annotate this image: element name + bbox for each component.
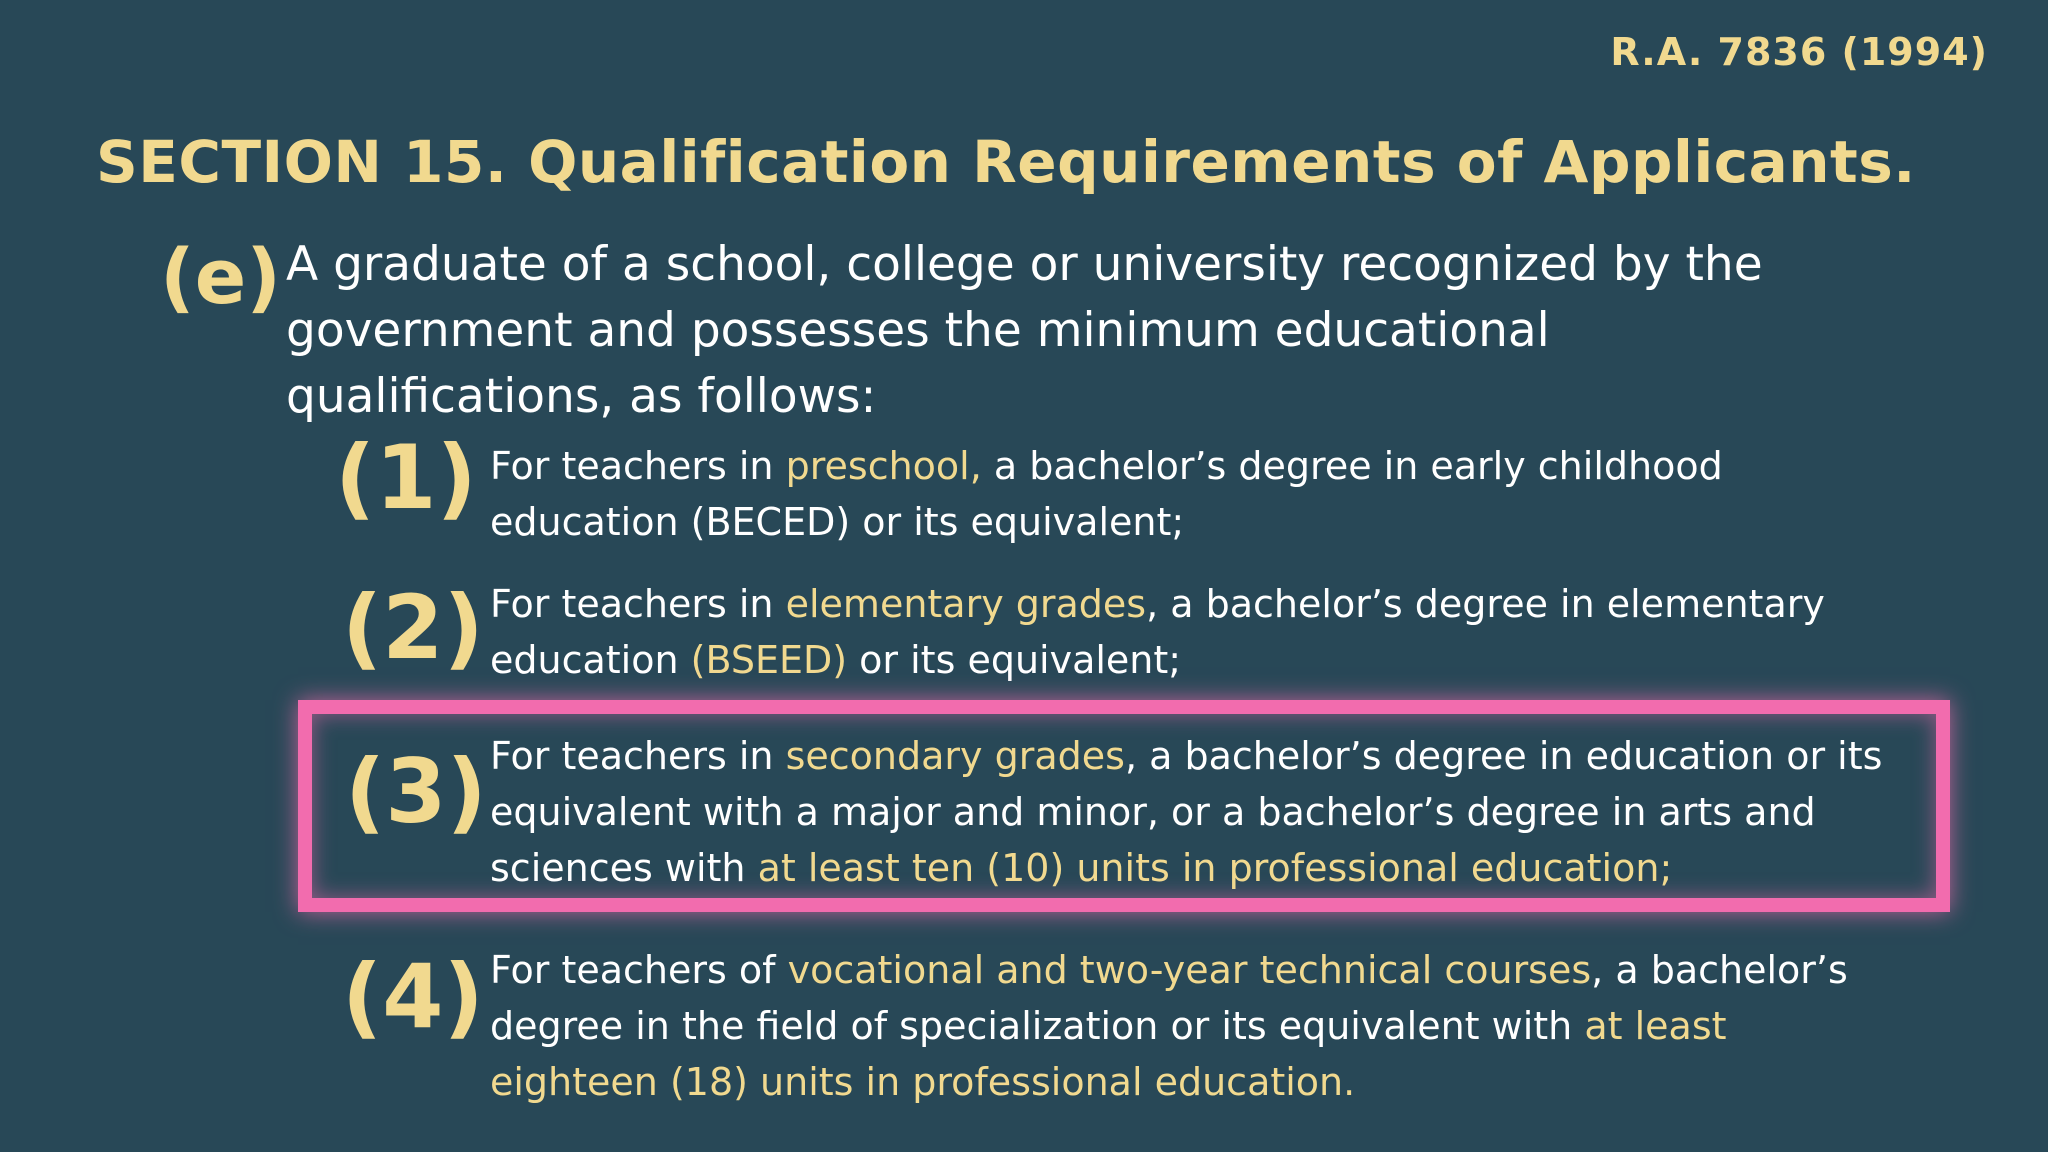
law-reference: R.A. 7836 (1994)	[1610, 30, 1988, 74]
item-4-units: at least eighteen (18) units in professional education.	[490, 1004, 1727, 1104]
item-1-text	[490, 438, 1900, 550]
item-3-level: secondary grades	[785, 734, 1125, 778]
section-title: SECTION 15. Qualification Requirements of Applicants.	[96, 128, 1916, 196]
item-2-rest: or its equivalent;	[847, 638, 1182, 682]
item-4-level: vocational and two-year technical courses	[787, 948, 1592, 992]
item-marker-3: (3)	[345, 740, 487, 843]
item-2-code: (BSEED)	[690, 638, 848, 682]
clause-e-text: A graduate of a school, college or university recognized by the government and possesses the minimum educational qualifications, as follows:	[286, 237, 1763, 424]
item-1-level: preschool,	[785, 444, 982, 488]
item-marker-1: (1)	[335, 426, 477, 529]
item-3-text	[490, 728, 1900, 896]
item-3-units: at least ten (10) units in professional education;	[757, 846, 1673, 890]
item-4-prefix: For teachers of	[490, 948, 788, 992]
item-1-prefix: For teachers in	[490, 444, 786, 488]
item-marker-4: (4)	[342, 945, 484, 1048]
item-marker-2: (2)	[342, 576, 484, 679]
item-4-middle: , a bachelor’s degree in the field of specialization or its equivalent with	[490, 948, 1848, 1048]
item-2-prefix: For teachers in	[490, 582, 786, 626]
item-3-prefix: For teachers in	[490, 734, 786, 778]
item-4-text	[490, 942, 1900, 1110]
item-2-middle: , a bachelor’s degree in elementary education	[490, 582, 1825, 682]
item-1-rest: a bachelor’s degree in early childhood education (BECED) or its equivalent;	[490, 444, 1723, 544]
item-3-middle: , a bachelor’s degree in education or its equivalent with a major and minor, or a bachelor’s degree in arts and sciences with	[490, 734, 1883, 890]
clause-marker-e: (e)	[160, 232, 282, 321]
item-2-level: elementary grades	[785, 582, 1147, 626]
item-2-text	[490, 576, 1900, 688]
